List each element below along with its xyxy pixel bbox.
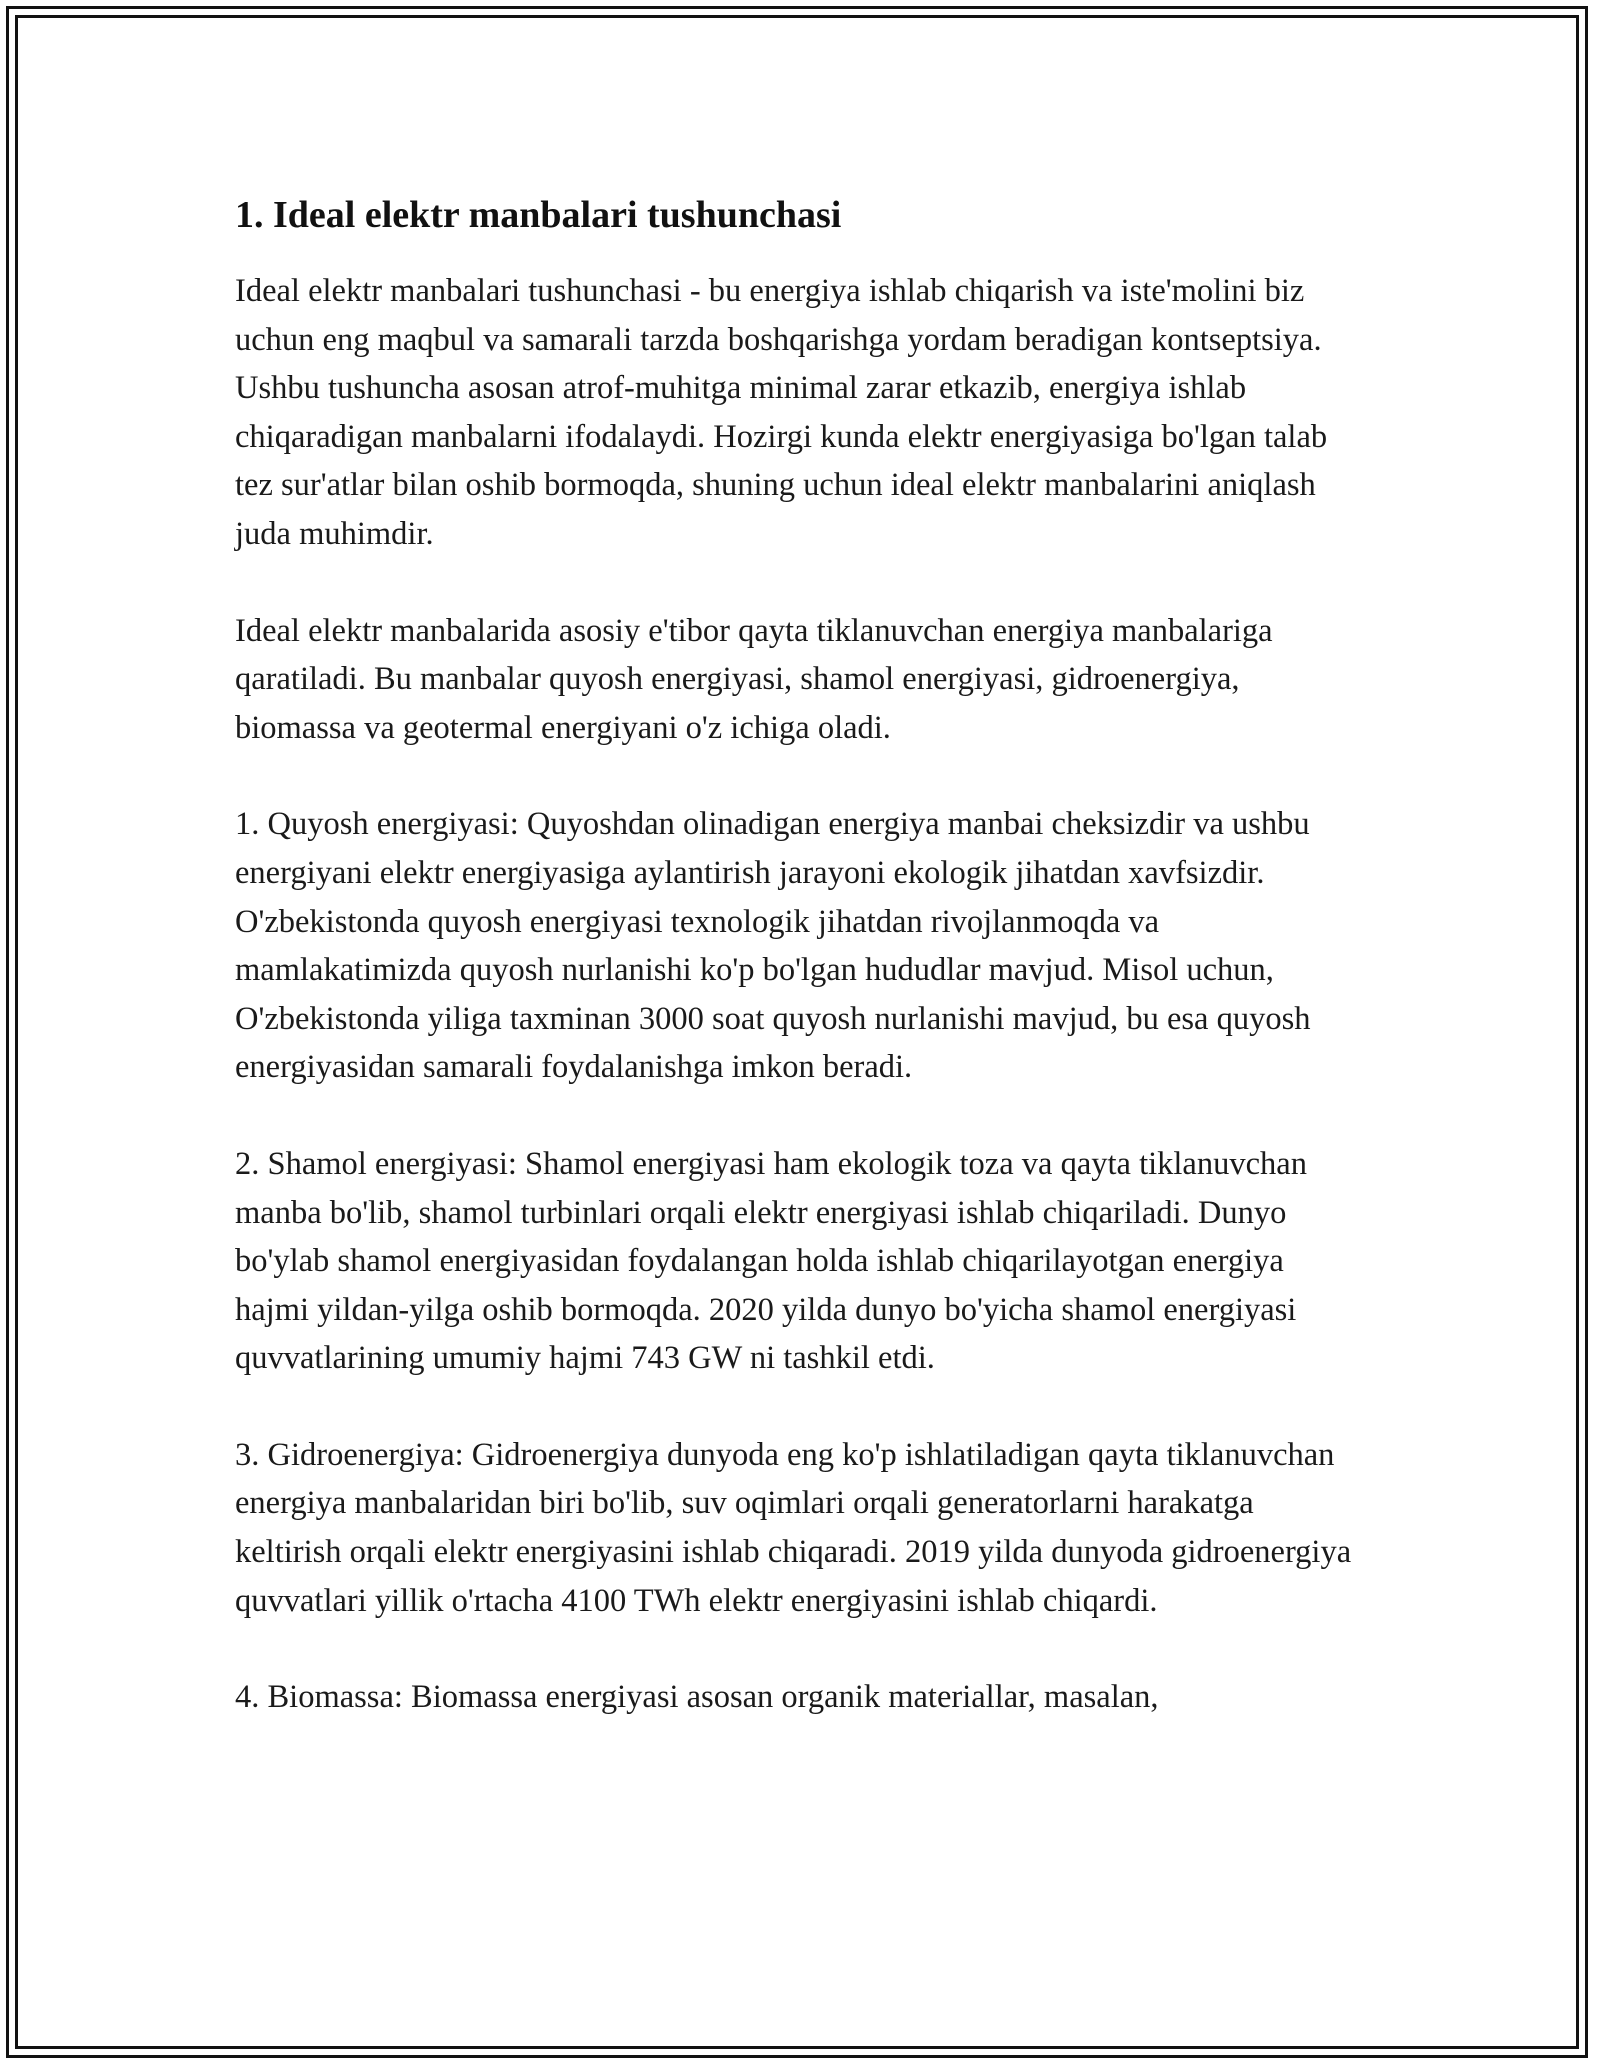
paragraph-biomass: 4. Biomassa: Biomassa energiyasi asosan organik materiallar, masalan, [235, 1679, 1159, 1716]
section-heading: 1. Ideal elektr manbalari tushunchasi [235, 194, 842, 236]
paragraph-renewables: Ideal elektr manbalarida asosiy e'tibor qayta tiklanuvchan energiya manbalariga qaratiladi. Bu manbalar quyosh energiyasi, shamol energiyasi, gidroenergiya, biomassa va geotermal energiyani o'z ichiga oladi. [235, 612, 1273, 746]
paragraph-hydro: 3. Gidroenergiya: Gidroenergiya dunyoda eng ko'p ishlatiladigan qayta tiklanuvchan energiya manbalaridan biri bo'lib, suv oqimlari orqali generatorlarni harakatga keltirish orqali elektr energiyasini ishlab chiqaradi. 2019 yilda dunyoda gidroenergiya quvvatlari yillik o'rtacha 4100 TWh elektr energiyasini ishlab chiqardi. [235, 1436, 1352, 1619]
document-body [235, 185, 1365, 1722]
paragraph-solar: 1. Quyosh energiyasi: Quyoshdan olinadigan energiya manbai cheksizdir va ushbu energiyani elektr energiyasiga aylantirish jarayoni ekologik jihatdan xavfsizdir. O'zbekistonda quyosh energiyasi texnologik jihatdan rivojlanmoqda va mamlakatimizda quyosh nurlanishi ko'p bo'lgan hududlar mavjud. Misol uchun, O'zbekistonda yiliga taxminan 3000 soat quyosh nurlanishi mavjud, bu esa quyosh energiyasidan samarali foydalanishga imkon beradi. [235, 806, 1311, 1086]
paragraph-wind: 2. Shamol energiyasi: Shamol energiyasi ham ekologik toza va qayta tiklanuvchan manba bo'lib, shamol turbinlari orqali elektr energiyasi ishlab chiqariladi. Dunyo bo'ylab shamol energiyasidan foydalangan holda ishlab chiqarilayotgan energiya hajmi yildan-yilga oshib bormoqda. 2020 yilda dunyo bo'yicha shamol energiyasi quvvatlarining umumiy hajmi 743 GW ni tashkil etdi. [235, 1145, 1307, 1377]
paragraph-intro: Ideal elektr manbalari tushunchasi - bu energiya ishlab chiqarish va iste'molini biz uchun eng maqbul va samarali tarzda boshqarishga yordam beradigan kontseptsiya. Ushbu tushuncha asosan atrof-muhitga minimal zarar etkazib, energiya ishlab chiqaradigan manbalarni ifodalaydi. Hozirgi kunda elektr energiyasiga bo'lgan talab tez sur'atlar bilan oshib bormoqda, shuning uchun ideal elektr manbalarini aniqlash juda muhimdir. [235, 273, 1328, 552]
